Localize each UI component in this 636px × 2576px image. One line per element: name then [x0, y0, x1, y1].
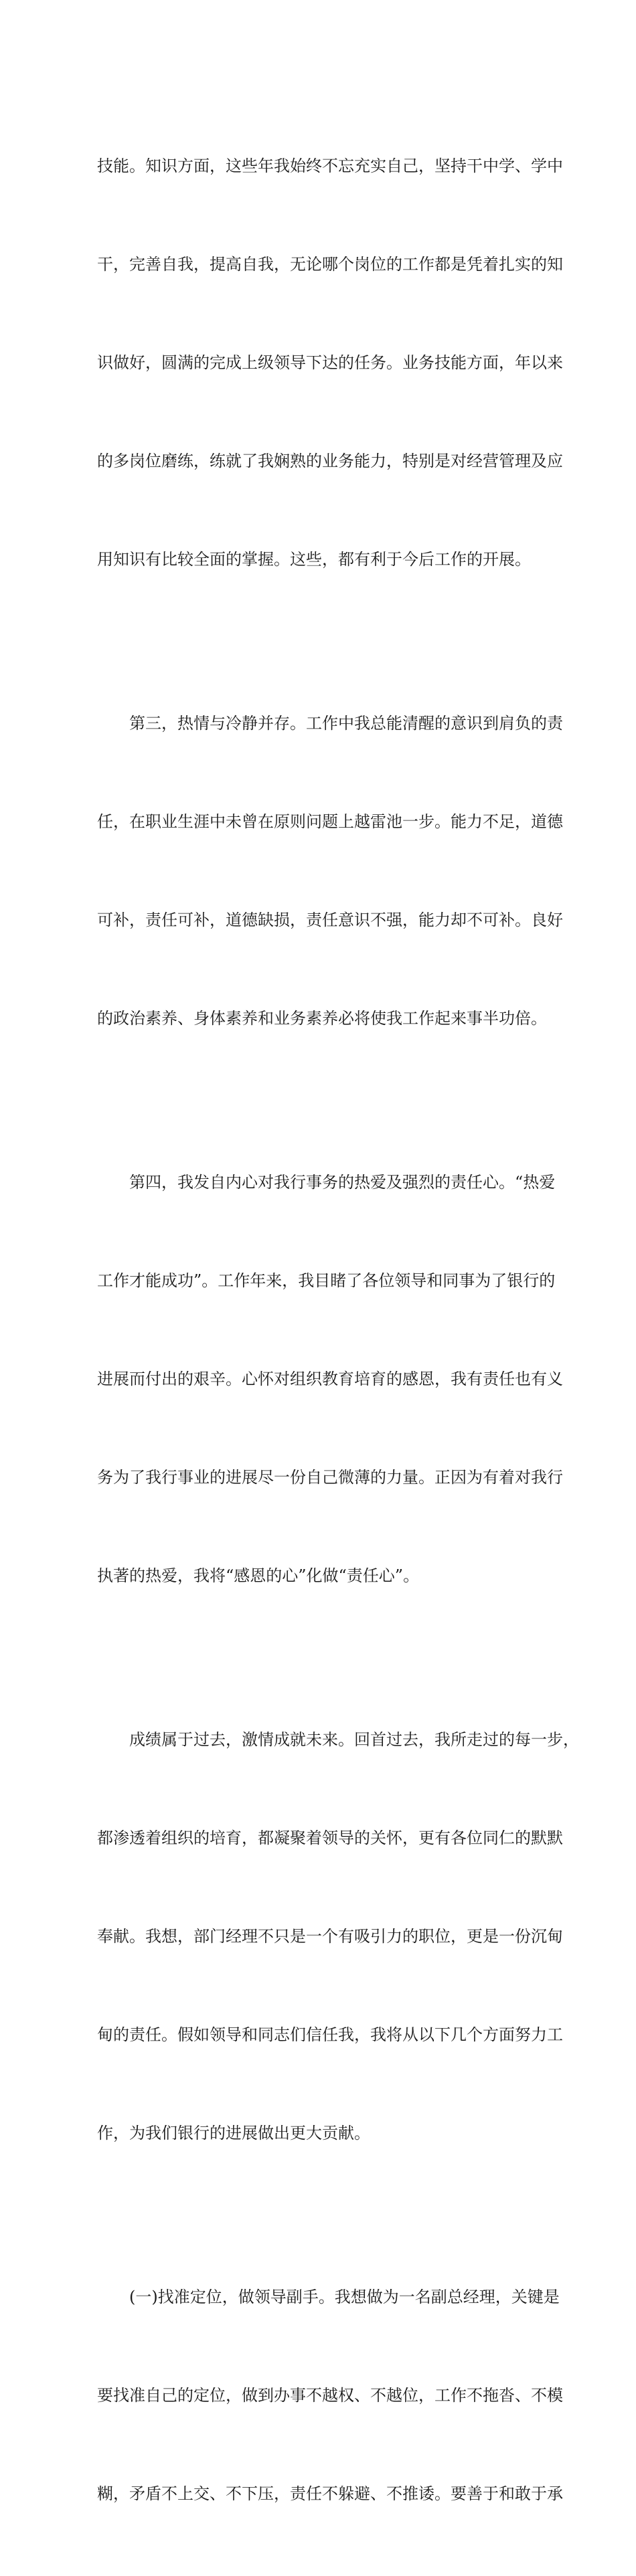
text-line: 技能。知识方面，这些年我始终不忘充实自己，坚持干中学、学中 [97, 157, 563, 175]
document-body [97, 84, 579, 2576]
text-line: 识做好，圆满的完成上级领导下达的任务。业务技能方面，年以来 [97, 353, 563, 372]
paragraph-third-point [97, 642, 563, 1101]
text-line: 可补，责任可补，道德缺损，责任意识不强，能力却不可补。良好 [97, 911, 563, 929]
text-line: 要找准自己的定位，做到办事不越权、不越位，工作不拖沓、不模 [97, 2386, 563, 2405]
text-line: 工作才能成功”。工作年来，我目睹了各位领导和同事为了银行的 [97, 1271, 556, 1290]
paragraph-future-commitment [97, 1658, 579, 2215]
text-line: 甸的责任。假如领导和同志们信任我，我将从以下几个方面努力工 [97, 2025, 563, 2044]
text-line: 进展而付出的艰辛。心怀对组织教育培育的感恩，我有责任也有义 [97, 1370, 563, 1388]
text-line: 糊，矛盾不上交、不下压，责任不躲避、不推诿。要善于和敢于承 [97, 2484, 563, 2503]
text-line: 作，为我们银行的进展做出更大贡献。 [97, 2124, 370, 2142]
text-line: 干，完善自我，提高自我，无论哪个岗位的工作都是凭着扎实的知 [97, 255, 563, 274]
text-line: 用知识有比较全面的掌握。这些，都有利于今后工作的开展。 [97, 550, 531, 569]
text-line: 任，在职业生涯中未曾在原则问题上越雷池一步。能力不足，道德 [97, 812, 563, 831]
paragraph-knowledge-skills [97, 84, 563, 642]
text-line: 成绩属于过去，激情成就未来。回首过去，我所走过的每一步， [97, 1730, 579, 1749]
text-line: 的多岗位磨练，练就了我娴熟的业务能力，特别是对经营管理及应 [97, 452, 563, 470]
paragraph-positioning [97, 2215, 563, 2576]
text-line: 执著的热爱，我将“感恩的心”化做“责任心”。 [97, 1566, 420, 1585]
text-line: 第四，我发自内心对我行事务的热爱及强烈的责任心。“热爱 [97, 1173, 556, 1192]
text-line: 都渗透着组织的培育，都凝聚着领导的关怀，更有各位同仁的默默 [97, 1829, 563, 1847]
text-line: 务为了我行事业的进展尽一份自己微薄的力量。正因为有着对我行 [97, 1468, 563, 1487]
text-line: 奉献。我想，部门经理不只是一个有吸引力的职位，更是一份沉甸 [97, 1927, 563, 1946]
text-line: 第三，热情与冷静并存。工作中我总能清醒的意识到肩负的责 [97, 714, 563, 733]
text-line: 的政治素养、身体素养和业务素养必将使我工作起来事半功倍。 [97, 1009, 547, 1028]
paragraph-fourth-point [97, 1101, 563, 1658]
text-line: (一)找准定位，做领导副手。我想做为一名副总经理，关键是 [97, 2288, 560, 2306]
